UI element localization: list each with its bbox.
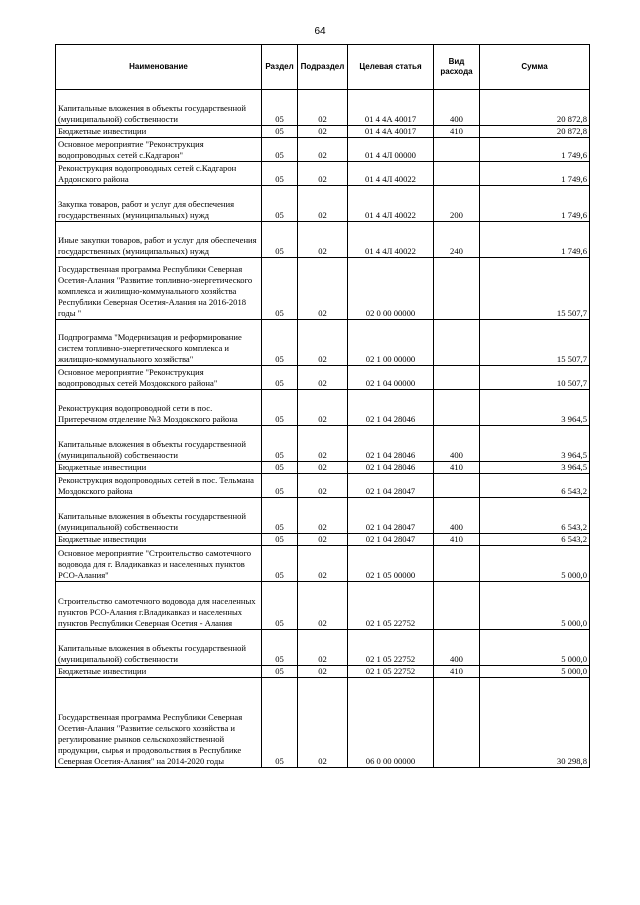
row-section: 05 bbox=[262, 390, 298, 426]
row-sum: 6 543,2 bbox=[480, 474, 590, 498]
header-subsection: Подраздел bbox=[298, 45, 348, 90]
row-target-article: 01 4 4А 40017 bbox=[348, 126, 434, 138]
page-number: 64 bbox=[314, 26, 326, 37]
table-row bbox=[56, 546, 590, 582]
header-sum: Сумма bbox=[480, 45, 590, 90]
row-subsection: 02 bbox=[298, 390, 348, 426]
row-expense-kind: 410 bbox=[434, 666, 480, 678]
row-section: 05 bbox=[262, 678, 298, 768]
row-subsection: 02 bbox=[298, 222, 348, 258]
row-subsection: 02 bbox=[298, 534, 348, 546]
row-name: Бюджетные инвестиции bbox=[56, 666, 262, 678]
row-name: Основное мероприятие "Строительство самотечного водовода для г. Владикавказ и населенных пунктов РСО-Алания" bbox=[56, 546, 262, 582]
header-section: Раздел bbox=[262, 45, 298, 90]
row-sum: 5 000,0 bbox=[480, 630, 590, 666]
row-target-article: 02 1 05 22752 bbox=[348, 666, 434, 678]
row-sum: 20 872,8 bbox=[480, 90, 590, 126]
row-subsection: 02 bbox=[298, 666, 348, 678]
table-row bbox=[56, 186, 590, 222]
table-row bbox=[56, 666, 590, 678]
table-row bbox=[56, 126, 590, 138]
row-sum: 1 749,6 bbox=[480, 138, 590, 162]
row-section: 05 bbox=[262, 666, 298, 678]
row-sum: 1 749,6 bbox=[480, 222, 590, 258]
row-target-article: 01 4 4Л 40022 bbox=[348, 162, 434, 186]
row-target-article: 01 4 4Л 40022 bbox=[348, 222, 434, 258]
row-name: Основное мероприятие "Реконструкция водопроводных сетей с.Кадгарон" bbox=[56, 138, 262, 162]
row-expense-kind bbox=[434, 320, 480, 366]
row-name: Бюджетные инвестиции bbox=[56, 534, 262, 546]
row-name: Строительство самотечного водовода для населенных пунктов РСО-Алания г.Владикавказ и населенных пунктов Республики Северная Осетия - Алания bbox=[56, 582, 262, 630]
row-target-article: 02 0 00 00000 bbox=[348, 258, 434, 320]
row-name: Государственная программа Республики Северная Осетия-Алания "Развитие топливно-энергетического комплекса и жилищно-коммунального хозяйства Республики Северная Осетия-Алания на 2016-2018 годы " bbox=[56, 258, 262, 320]
table-row bbox=[56, 162, 590, 186]
row-section: 05 bbox=[262, 582, 298, 630]
row-sum: 6 543,2 bbox=[480, 498, 590, 534]
row-section: 05 bbox=[262, 320, 298, 366]
row-subsection: 02 bbox=[298, 498, 348, 534]
row-sum: 15 507,7 bbox=[480, 258, 590, 320]
row-subsection: 02 bbox=[298, 138, 348, 162]
row-target-article: 02 1 05 22752 bbox=[348, 630, 434, 666]
row-sum: 3 964,5 bbox=[480, 390, 590, 426]
row-target-article: 02 1 04 00000 bbox=[348, 366, 434, 390]
row-target-article: 02 1 04 28046 bbox=[348, 462, 434, 474]
table-row bbox=[56, 222, 590, 258]
row-section: 05 bbox=[262, 534, 298, 546]
table-row bbox=[56, 582, 590, 630]
row-subsection: 02 bbox=[298, 90, 348, 126]
row-name: Реконструкция водопроводных сетей в пос. Тельмана Моздокского района bbox=[56, 474, 262, 498]
row-expense-kind: 400 bbox=[434, 426, 480, 462]
table-row bbox=[56, 426, 590, 462]
row-target-article: 02 1 00 00000 bbox=[348, 320, 434, 366]
row-name: Подпрограмма "Модернизация и реформирование систем топливно-энергетического комплекса и жилищно-коммунального хозяйства" bbox=[56, 320, 262, 366]
row-expense-kind: 400 bbox=[434, 90, 480, 126]
row-expense-kind bbox=[434, 258, 480, 320]
table-row bbox=[56, 90, 590, 126]
row-subsection: 02 bbox=[298, 126, 348, 138]
row-subsection: 02 bbox=[298, 320, 348, 366]
table-row bbox=[56, 320, 590, 366]
row-name: Государственная программа Республики Северная Осетия-Алания "Развитие сельского хозяйства и регулирование рынков сельскохозяйственной продукции, сырья и продовольствия в Республике Северная Осетия-Алания" на 2014-2020 годы bbox=[56, 678, 262, 768]
table-row bbox=[56, 498, 590, 534]
row-sum: 20 872,8 bbox=[480, 126, 590, 138]
row-section: 05 bbox=[262, 138, 298, 162]
row-expense-kind bbox=[434, 390, 480, 426]
row-sum: 1 749,6 bbox=[480, 162, 590, 186]
row-sum: 6 543,2 bbox=[480, 534, 590, 546]
row-section: 05 bbox=[262, 498, 298, 534]
table-row bbox=[56, 258, 590, 320]
row-expense-kind bbox=[434, 678, 480, 768]
row-section: 05 bbox=[262, 462, 298, 474]
table-row bbox=[56, 474, 590, 498]
header-name: Наименование bbox=[56, 45, 262, 90]
row-name: Капитальные вложения в объекты государственной (муниципальной) собственности bbox=[56, 630, 262, 666]
row-name: Закупка товаров, работ и услуг для обеспечения государственных (муниципальных) нужд bbox=[56, 186, 262, 222]
row-subsection: 02 bbox=[298, 462, 348, 474]
table-header-row bbox=[56, 45, 590, 90]
row-subsection: 02 bbox=[298, 630, 348, 666]
row-subsection: 02 bbox=[298, 582, 348, 630]
row-subsection: 02 bbox=[298, 678, 348, 768]
row-target-article: 02 1 04 28046 bbox=[348, 426, 434, 462]
row-target-article: 02 1 04 28047 bbox=[348, 534, 434, 546]
row-name: Бюджетные инвестиции bbox=[56, 462, 262, 474]
row-name: Реконструкция водопроводной сети в пос. Притеречном отделение №3 Моздокского района bbox=[56, 390, 262, 426]
row-expense-kind: 400 bbox=[434, 498, 480, 534]
row-subsection: 02 bbox=[298, 258, 348, 320]
row-name: Бюджетные инвестиции bbox=[56, 126, 262, 138]
table-row bbox=[56, 138, 590, 162]
row-section: 05 bbox=[262, 90, 298, 126]
row-subsection: 02 bbox=[298, 426, 348, 462]
row-subsection: 02 bbox=[298, 162, 348, 186]
table-row bbox=[56, 630, 590, 666]
table-row bbox=[56, 366, 590, 390]
row-name: Капитальные вложения в объекты государственной (муниципальной) собственности bbox=[56, 498, 262, 534]
row-expense-kind: 410 bbox=[434, 534, 480, 546]
row-sum: 3 964,5 bbox=[480, 462, 590, 474]
row-sum: 3 964,5 bbox=[480, 426, 590, 462]
row-name: Капитальные вложения в объекты государственной (муниципальной) собственности bbox=[56, 426, 262, 462]
header-expense-kind: Вид расхода bbox=[434, 45, 480, 90]
row-sum: 30 298,8 bbox=[480, 678, 590, 768]
row-section: 05 bbox=[262, 546, 298, 582]
row-sum: 15 507,7 bbox=[480, 320, 590, 366]
row-expense-kind: 410 bbox=[434, 462, 480, 474]
row-name: Иные закупки товаров, работ и услуг для обеспечения государственных (муниципальных) нужд bbox=[56, 222, 262, 258]
row-subsection: 02 bbox=[298, 366, 348, 390]
row-sum: 1 749,6 bbox=[480, 186, 590, 222]
row-target-article: 02 1 05 00000 bbox=[348, 546, 434, 582]
row-section: 05 bbox=[262, 426, 298, 462]
row-target-article: 02 1 05 22752 bbox=[348, 582, 434, 630]
row-target-article: 01 4 4Л 00000 bbox=[348, 138, 434, 162]
header-target-article: Целевая статья bbox=[348, 45, 434, 90]
row-subsection: 02 bbox=[298, 186, 348, 222]
row-target-article: 02 1 04 28047 bbox=[348, 498, 434, 534]
row-expense-kind: 410 bbox=[434, 126, 480, 138]
row-section: 05 bbox=[262, 630, 298, 666]
row-expense-kind bbox=[434, 546, 480, 582]
row-expense-kind bbox=[434, 366, 480, 390]
row-section: 05 bbox=[262, 222, 298, 258]
row-sum: 5 000,0 bbox=[480, 666, 590, 678]
row-section: 05 bbox=[262, 126, 298, 138]
row-expense-kind bbox=[434, 474, 480, 498]
row-target-article: 02 1 04 28047 bbox=[348, 474, 434, 498]
row-name: Основное мероприятие "Реконструкция водопроводных сетей Моздокского района" bbox=[56, 366, 262, 390]
row-expense-kind bbox=[434, 162, 480, 186]
row-expense-kind bbox=[434, 138, 480, 162]
row-target-article: 02 1 04 28046 bbox=[348, 390, 434, 426]
row-section: 05 bbox=[262, 162, 298, 186]
row-expense-kind: 200 bbox=[434, 186, 480, 222]
row-sum: 5 000,0 bbox=[480, 582, 590, 630]
budget-table bbox=[55, 44, 590, 768]
row-section: 05 bbox=[262, 474, 298, 498]
row-expense-kind bbox=[434, 582, 480, 630]
row-target-article: 01 4 4А 40017 bbox=[348, 90, 434, 126]
table-row bbox=[56, 534, 590, 546]
row-section: 05 bbox=[262, 186, 298, 222]
row-sum: 10 507,7 bbox=[480, 366, 590, 390]
row-target-article: 06 0 00 00000 bbox=[348, 678, 434, 768]
table-row bbox=[56, 462, 590, 474]
row-name: Реконструкция водопроводных сетей с.Кадгарон Ардонского района bbox=[56, 162, 262, 186]
row-subsection: 02 bbox=[298, 474, 348, 498]
row-expense-kind: 240 bbox=[434, 222, 480, 258]
row-expense-kind: 400 bbox=[434, 630, 480, 666]
row-name: Капитальные вложения в объекты государственной (муниципальной) собственности bbox=[56, 90, 262, 126]
table-row bbox=[56, 390, 590, 426]
row-target-article: 01 4 4Л 40022 bbox=[348, 186, 434, 222]
row-subsection: 02 bbox=[298, 546, 348, 582]
table-row bbox=[56, 678, 590, 768]
row-section: 05 bbox=[262, 258, 298, 320]
row-sum: 5 000,0 bbox=[480, 546, 590, 582]
row-section: 05 bbox=[262, 366, 298, 390]
